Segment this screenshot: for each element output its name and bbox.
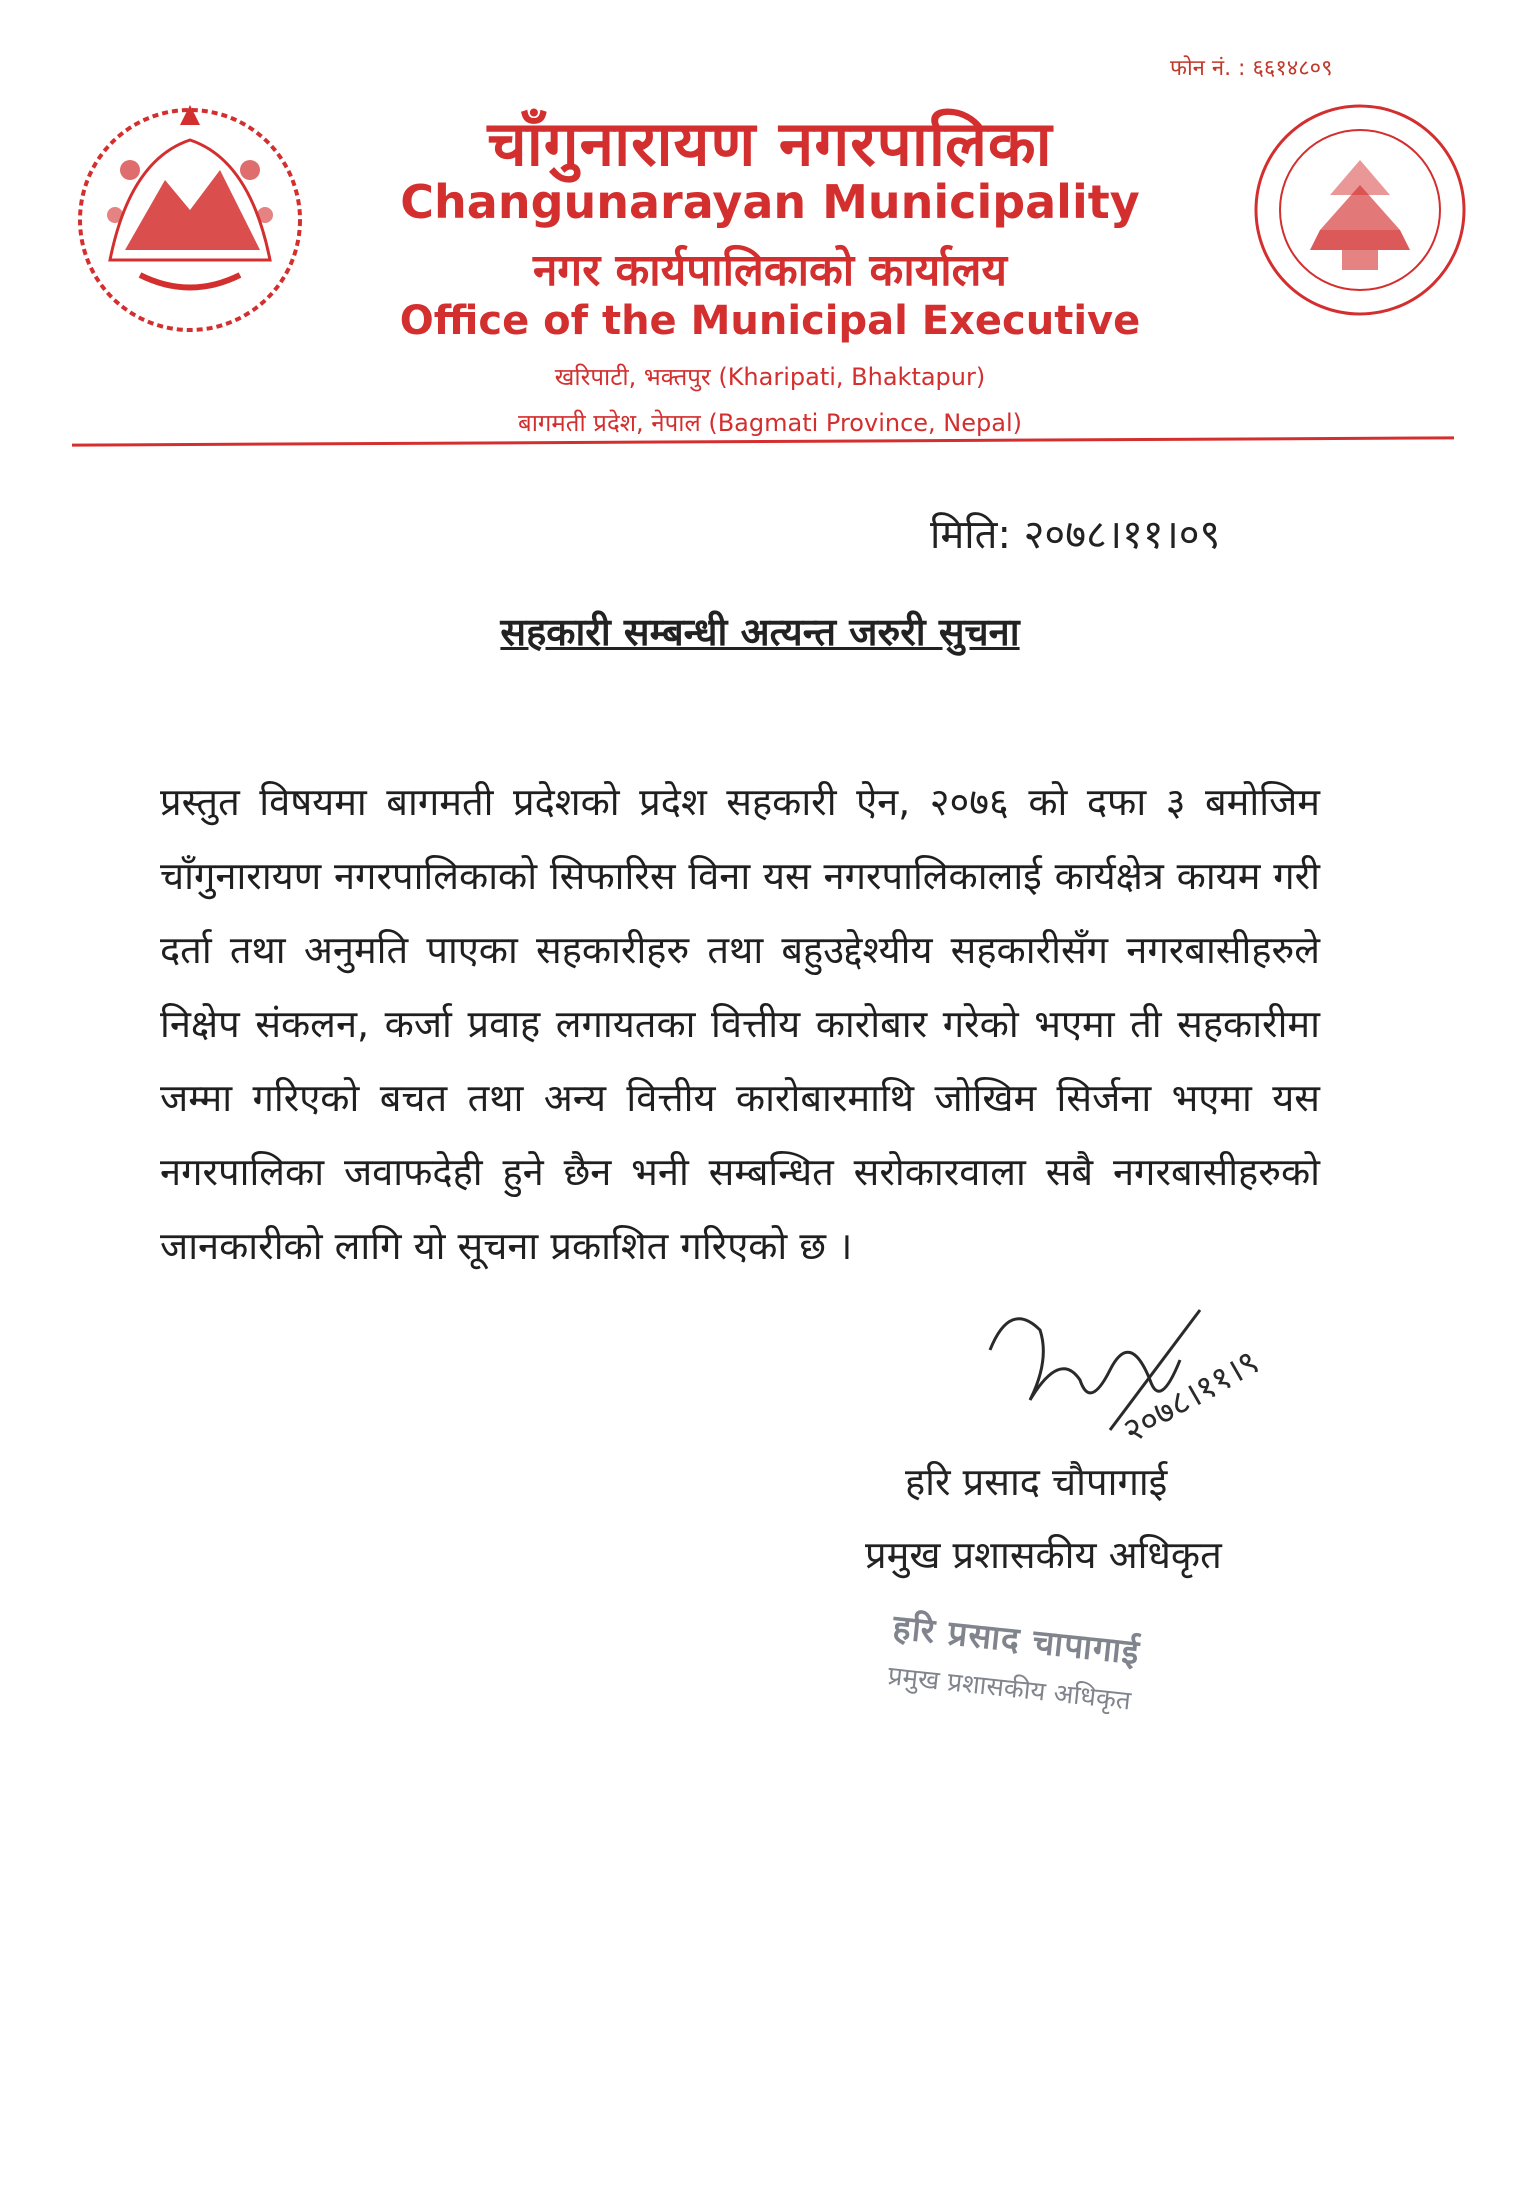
handwritten-signature bbox=[970, 1290, 1300, 1460]
stamp-name: हरि प्रसाद चापागाई bbox=[890, 1607, 1142, 1674]
municipality-name-nepali: चाँगुनारायण नगरपालिका bbox=[487, 107, 1053, 180]
office-name-nepali: नगर कार्यपालिकाको कार्यालय bbox=[533, 245, 1007, 296]
official-stamp bbox=[886, 1602, 1234, 1727]
signature-date: २०७८।११।९ bbox=[1116, 1342, 1266, 1452]
address-line-1: खरिपाटी, भक्तपुर (Kharipati, Bhaktapur) bbox=[554, 363, 986, 391]
municipality-seal-icon bbox=[1250, 100, 1470, 320]
letter-body: प्रस्तुत विषयमा बागमती प्रदेशको प्रदेश सहकारी ऐन, २०७६ को दफा ३ बमोजिम चाँगुनारायण नगरपालिकाको सिफारिस विना यस नगरपालिकालाई कार्यक्षेत्र कायम गरी दर्ता तथा अनुमति पाएका सहकारीहरु तथा बहुउद्देश्यीय सहकारीसँग नगरबासीहरुले निक्षेप संकलन, कर्जा प्रवाह लगायतका वित्तीय कारोबार गरेको भएमा ती सहकारीमा जम्मा गरिएको बचत तथा अन्य वित्तीय कारोबारमाथि जोखिम सिर्जना भएमा यस नगरपालिका जवाफदेही हुने छैन भनी सम्बन्धित सरोकारवाला सबै नगरबासीहरुको जानकारीको लागि यो सूचना प्रकाशित गरिएको छ । bbox=[160, 780, 1320, 1268]
nepal-emblem-icon bbox=[70, 100, 310, 340]
stamp-title: प्रमुख प्रशासकीय अधिकृत bbox=[886, 1661, 1133, 1717]
letter-date: मिति: २०७८।११।०९ bbox=[930, 512, 1221, 558]
office-name-english: Office of the Municipal Executive bbox=[399, 298, 1141, 344]
municipality-name-english: Changunarayan Municipality bbox=[400, 175, 1140, 229]
phone-number: फोन नं. : ६६१४८०९ bbox=[1170, 56, 1333, 81]
signatory-name: हरि प्रसाद चौपागाई bbox=[905, 1460, 1168, 1504]
signatory-title: प्रमुख प्रशासकीय अधिकृत bbox=[865, 1533, 1222, 1577]
letter-subject: सहकारी सम्बन्धी अत्यन्त जरुरी सुचना bbox=[500, 610, 1020, 654]
address-line-2: बागमती प्रदेश, नेपाल (Bagmati Province, Nepal) bbox=[518, 409, 1022, 437]
